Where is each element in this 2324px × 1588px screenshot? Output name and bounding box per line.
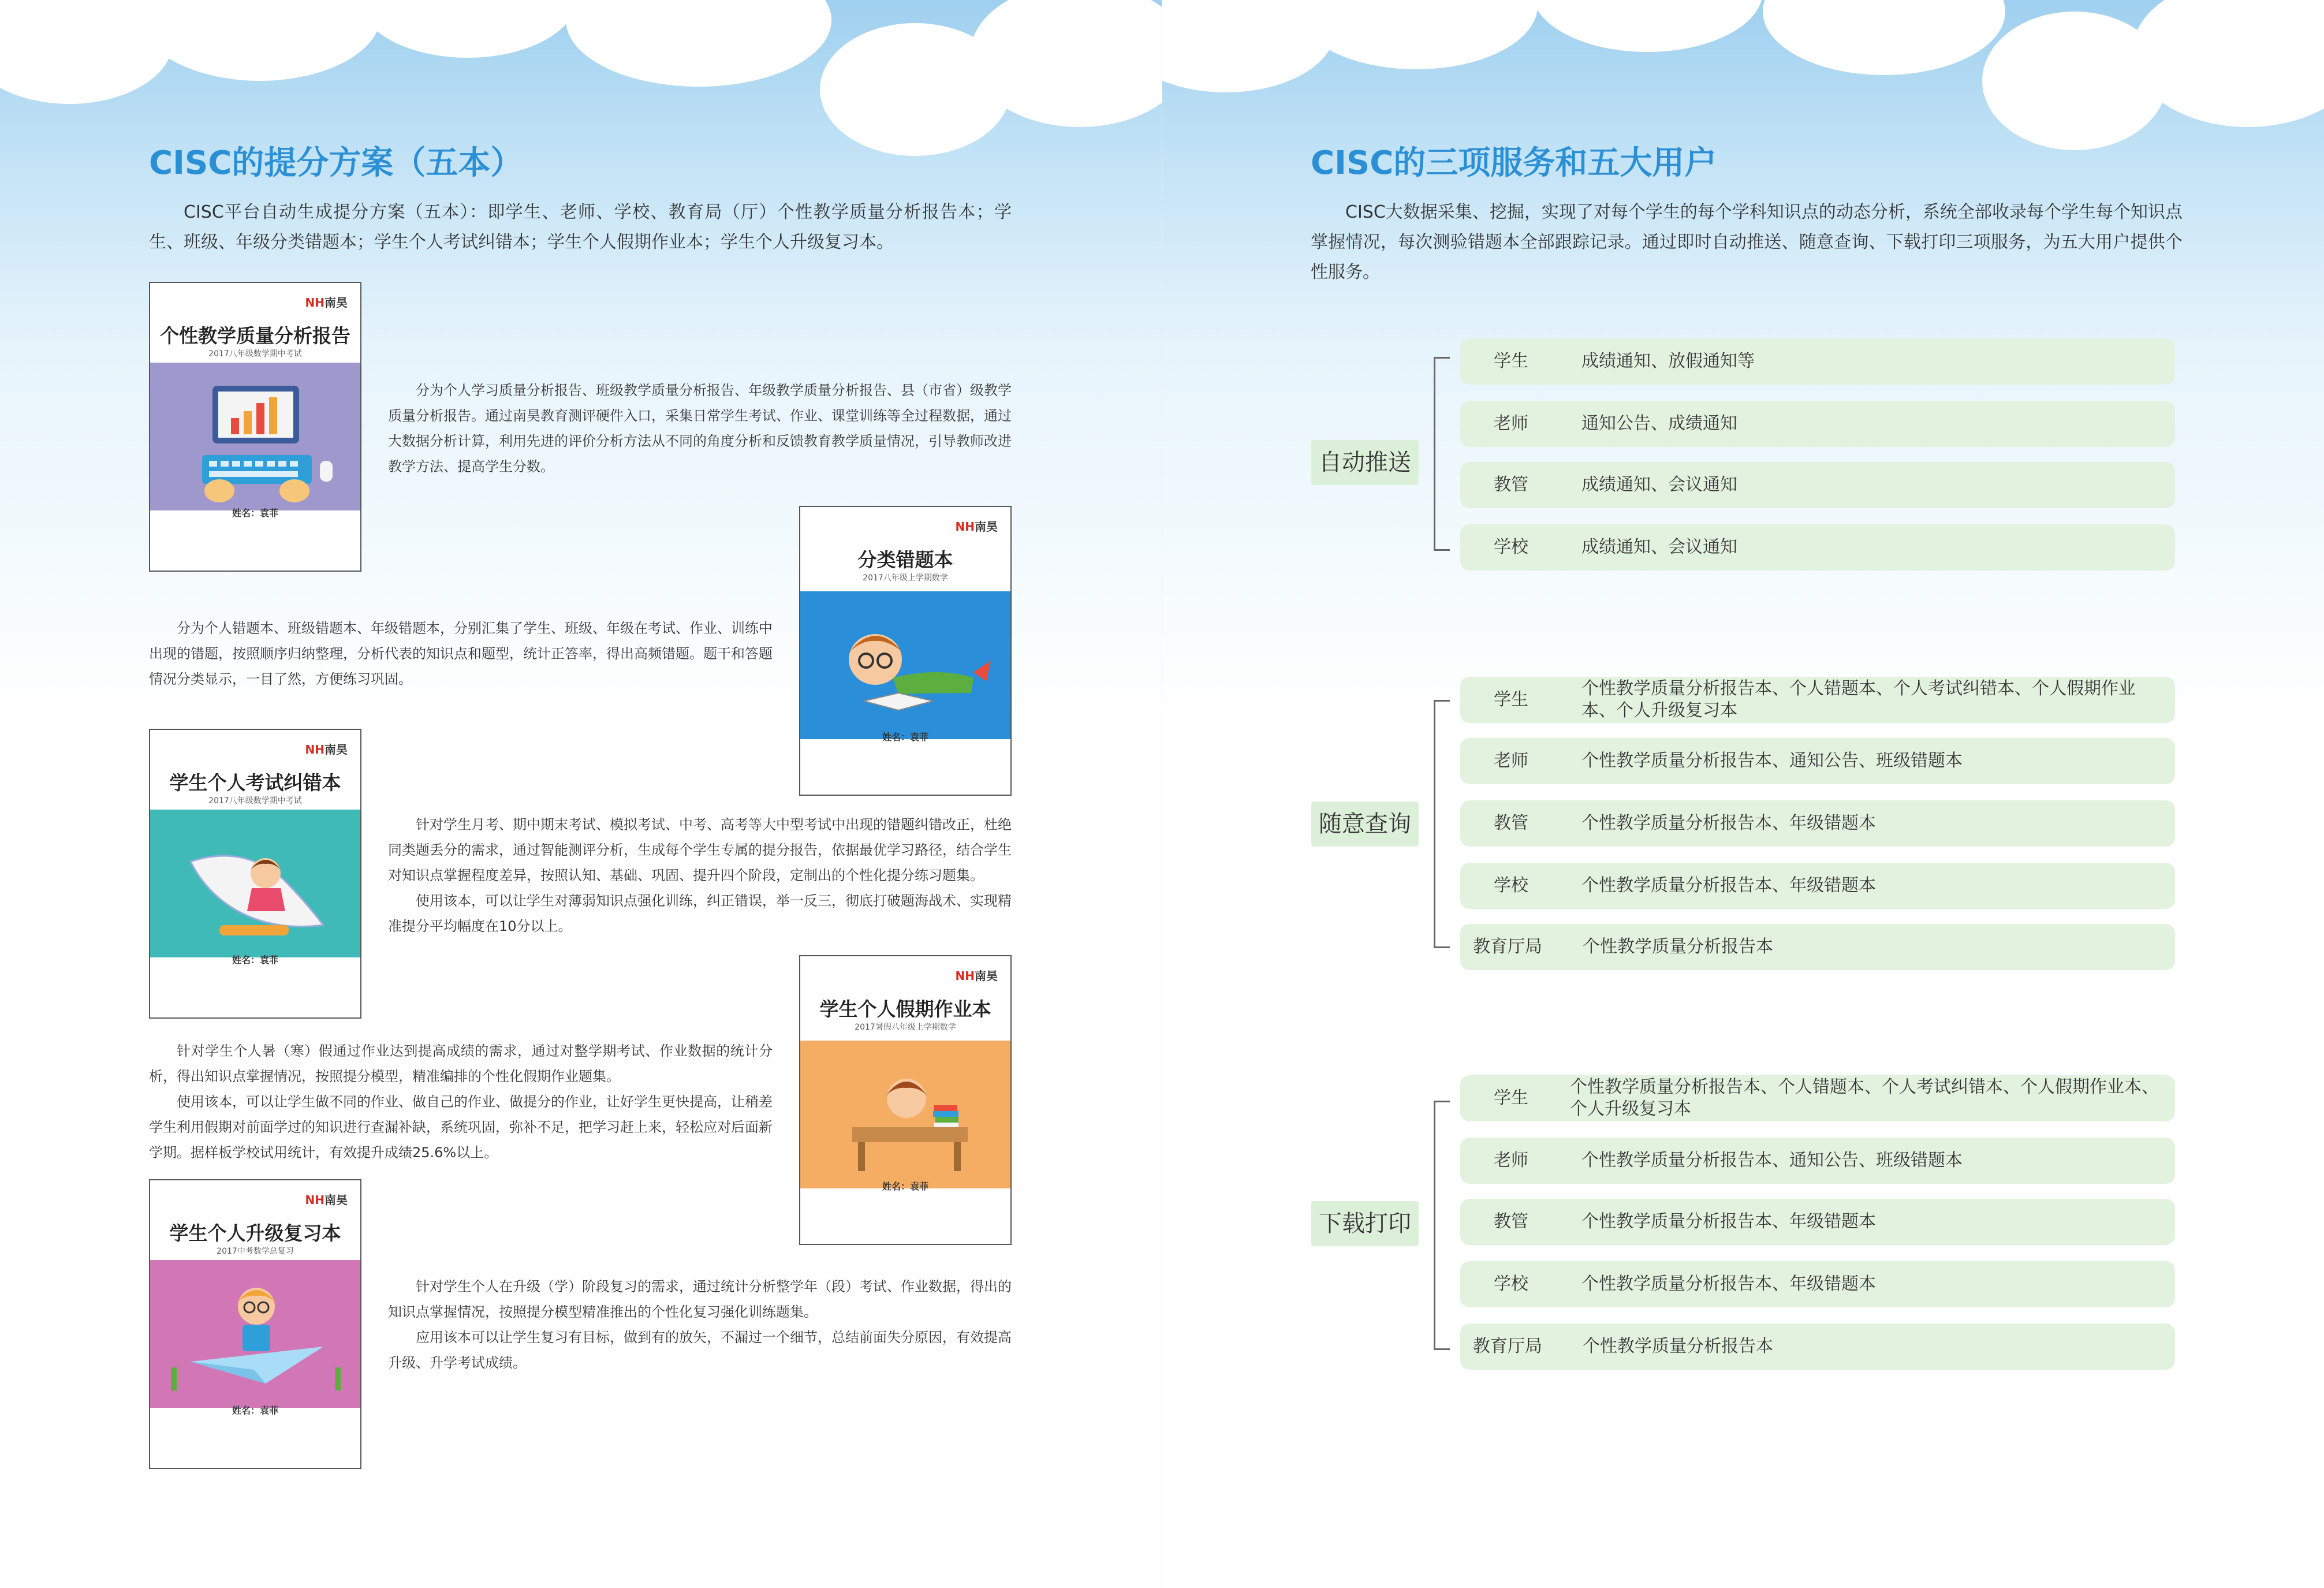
user-label: 老师 xyxy=(1494,1150,1528,1171)
service-text: 成绩通知、会议通知 xyxy=(1581,475,1737,495)
nh-logo: NH南昊 xyxy=(955,969,998,983)
user-label: 学校 xyxy=(1494,875,1528,896)
service-text: 个性教学质量分析报告本、通知公告、班级错题本 xyxy=(1581,1150,1963,1171)
intro-text: CISC平台自动生成提分方案（五本）：即学生、老师、学校、教育局（厅）个性教学质量分析报告本；学生、班级、年级分类错题本；学生个人考试纠错本；学生个人假期作业本；学生个人升级复习本。 xyxy=(149,202,1012,252)
cover-exam-correction xyxy=(149,729,361,1019)
cover-subtitle: 2017中考数学总复习 xyxy=(217,1247,294,1256)
category-download-print: 下载打印 xyxy=(1311,1201,1419,1246)
report-description: 分为个人学习质量分析报告、班级教学质量分析报告、年级教学质量分析报告、县（市省）级教学质量分析报告。通过南昊教育测评硬件入口，采集日常学生考试、作业、课堂训练等全过程数据，通过大数据分析计算，利用先进的评价分析方法从不同的角度分析和反馈教育教学质量情况，引导教师改进教学方法、提高学生分数。 xyxy=(388,382,1012,475)
cover-subtitle: 2017八年级上学期数学 xyxy=(863,573,948,583)
user-label: 教管 xyxy=(1494,813,1528,833)
nh-logo: NH南昊 xyxy=(305,296,348,310)
user-label: 学校 xyxy=(1494,1274,1528,1294)
cover-upgrade-review xyxy=(149,1179,361,1469)
upgrade-review-description: 针对学生个人在升级（学）阶段复习的需求，通过统计分析整学年（段）考试、作业数据，得出的知识点掌握情况，按照提分模型精准推出的个性化复习强化训练题集。 xyxy=(388,1278,1012,1320)
intro-text: CISC大数据采集、挖掘，实现了对每个学生的每个学科知识点的动态分析，系统全部收录每个学生每个知识点掌握情况，每次测验错题本全部跟踪记录。通过即时自动推送、随意查询、下载打印三项服务，为五大用户提供个性服务。 xyxy=(1311,202,2183,282)
row-query-student xyxy=(1460,677,2175,723)
service-text: 个性教学质量分析报告本、年级错题本 xyxy=(1581,875,1876,896)
service-text: 个性教学质量分析报告本 xyxy=(1583,1336,1773,1356)
user-label: 学生 xyxy=(1494,689,1528,710)
row-print-school xyxy=(1460,1261,2175,1307)
row-query-teacher xyxy=(1460,738,2175,784)
row-auto-push-student xyxy=(1460,338,2175,385)
service-text: 个性教学质量分析报告本、通知公告、班级错题本 xyxy=(1581,751,1963,771)
user-label: 教育厅局 xyxy=(1473,1336,1542,1356)
category-auto-push: 自动推送 xyxy=(1311,440,1419,485)
cover-title: 分类错题本 xyxy=(857,549,953,571)
cover-quality-report xyxy=(149,282,361,572)
row-query-admin xyxy=(1460,800,2175,847)
bracket-query xyxy=(1434,700,1450,948)
reading-boy-icon xyxy=(800,591,1010,739)
paper-plane-boy-icon xyxy=(150,1260,360,1408)
nh-logo: NH南昊 xyxy=(305,1193,348,1207)
service-text: 个性教学质量分析报告本 xyxy=(1583,937,1773,957)
cover-illustration xyxy=(150,1260,360,1408)
row-print-teacher xyxy=(1460,1138,2175,1184)
service-text: 个性教学质量分析报告本、年级错题本 xyxy=(1581,1211,1876,1232)
cover-illustration xyxy=(800,1041,1010,1188)
user-label: 教管 xyxy=(1494,1211,1528,1232)
row-auto-push-teacher xyxy=(1460,401,2175,447)
user-label: 学生 xyxy=(1494,351,1528,371)
row-auto-push-admin xyxy=(1460,462,2175,508)
error-book-description: 分为个人错题本、班级错题本、年级错题本，分别汇集了学生、班级、年级在考试、作业、训练中出现的错题，按照顺序归纳整理，分析代表的知识点和题型，统计正答率，得出高频错题。题干和答题情况分类显示，一目了然，方便练习巩固。 xyxy=(149,620,773,687)
nh-logo: NH南昊 xyxy=(305,743,348,756)
nh-logo: NH南昊 xyxy=(955,520,998,534)
cover-student-name: 姓名：袁菲 xyxy=(882,732,928,743)
holiday-homework-description: 针对学生个人暑（寒）假通过作业达到提高成绩的需求，通过对整学期考试、作业数据的统计分析，得出知识点掌握情况，按照提分模型，精准编排的个性化假期作业题集。 xyxy=(149,1043,773,1084)
user-label: 教育厅局 xyxy=(1473,937,1542,957)
bracket-download-print xyxy=(1434,1101,1450,1350)
cover-student-name: 姓名：袁菲 xyxy=(232,508,278,519)
cover-student-name: 姓名：袁菲 xyxy=(882,1181,928,1192)
cover-subtitle: 2017暑假八年级上学期数学 xyxy=(855,1023,956,1032)
category-query: 随意查询 xyxy=(1311,802,1419,847)
right-page xyxy=(1162,0,2324,1588)
exam-correction-description: 针对学生月考、期中期末考试、模拟考试、中考、高考等大中型考试中出现的错题纠错改正，杜绝同类题丢分的需求，通过智能测评分析，生成每个学生专属的提分报告，依据最优学习路径，结合学生对知识点掌握程度差异，按照认知、基础、巩固、提升四个阶段，定制出的个性化提分练习题集。 xyxy=(388,817,1012,884)
row-print-student xyxy=(1460,1075,2175,1121)
row-auto-push-school xyxy=(1460,524,2175,571)
user-label: 学生 xyxy=(1494,1088,1528,1108)
holiday-homework-usage: 使用该本，可以让学生做不同的作业、做自己的作业、做提分的作业，让好学生更快提高，让稍差学生利用假期对前面学过的知识进行查漏补缺，系统巩固，弥补不足，把学习赶上来，轻松应对后面新学期。据样板学校试用统计，有效提升成绩25.6%以上。 xyxy=(149,1094,773,1161)
user-label: 教管 xyxy=(1494,475,1528,495)
cover-subtitle: 2017八年级数学期中考试 xyxy=(208,796,302,806)
service-text: 个性教学质量分析报告本、年级错题本 xyxy=(1581,1274,1876,1294)
row-print-education-bureau xyxy=(1460,1324,2175,1370)
service-text: 个性教学质量分析报告本、个人错题本、个人考试纠错本、个人假期作业本、个人升级复习本 xyxy=(1570,1077,2159,1119)
cover-subtitle: 2017八年级数学期中考试 xyxy=(208,349,302,359)
page-title: CISC的三项服务和五大用户 xyxy=(1311,144,1717,182)
user-label: 老师 xyxy=(1494,413,1528,434)
exam-correction-usage: 使用该本，可以让学生对薄弱知识点强化训练，纠正错误，举一反三，彻底打破题海战术、实现精准提分平均幅度在10分以上。 xyxy=(388,893,1012,934)
service-text: 成绩通知、放假通知等 xyxy=(1581,351,1755,371)
upgrade-review-usage: 应用该本可以让学生复习有目标，做到有的放矢，不漏过一个细节，总结前面失分原因，有效提高升级、升学考试成绩。 xyxy=(388,1329,1012,1371)
cover-student-name: 姓名：袁菲 xyxy=(232,955,278,966)
service-text: 个性教学质量分析报告本、年级错题本 xyxy=(1581,813,1876,833)
studying-girl-icon xyxy=(800,1041,1010,1188)
cover-holiday-homework xyxy=(799,955,1012,1245)
page-title: CISC的提分方案（五本） xyxy=(149,144,523,182)
computer-icon xyxy=(150,363,360,510)
row-query-education-bureau xyxy=(1460,924,2175,970)
row-query-school xyxy=(1460,863,2175,909)
paper-girl-icon xyxy=(150,810,360,957)
service-text: 通知公告、成绩通知 xyxy=(1581,413,1737,434)
service-text: 个性教学质量分析报告本、个人错题本、个人考试纠错本、个人假期作业本、个人升级复习本 xyxy=(1581,679,2136,721)
bracket-auto-push xyxy=(1434,357,1450,551)
cover-illustration xyxy=(150,363,360,510)
user-label: 老师 xyxy=(1494,751,1528,771)
cover-illustration xyxy=(800,591,1010,739)
cover-title: 学生个人假期作业本 xyxy=(819,998,991,1020)
cover-error-book xyxy=(799,506,1012,796)
user-label: 学校 xyxy=(1494,537,1528,557)
service-text: 成绩通知、会议通知 xyxy=(1581,537,1737,557)
row-print-admin xyxy=(1460,1199,2175,1245)
cover-illustration xyxy=(150,810,360,957)
cover-title: 学生个人升级复习本 xyxy=(169,1222,341,1244)
cover-title: 个性教学质量分析报告 xyxy=(160,325,350,347)
cover-student-name: 姓名：袁菲 xyxy=(232,1405,278,1416)
cover-title: 学生个人考试纠错本 xyxy=(169,771,341,794)
